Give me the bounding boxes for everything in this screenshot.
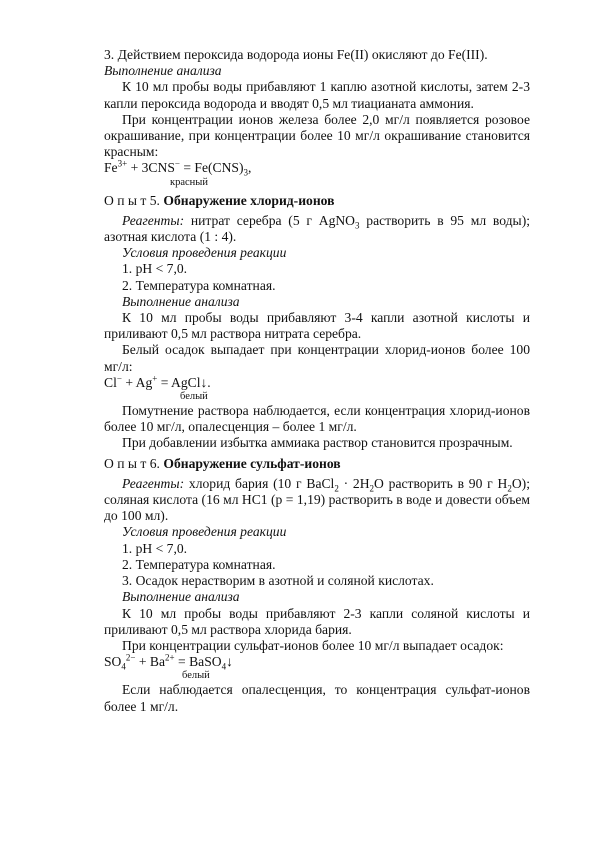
reagents-part: нитрат серебра (5 г AgNO <box>184 212 356 228</box>
heading-title: Обнаружение хлорид-ионов <box>163 192 335 208</box>
equation-caption: белый <box>182 670 210 682</box>
reagents-text <box>104 213 530 245</box>
eq-part: ↓ <box>226 654 233 670</box>
conditions-label: Условия проведения реакции <box>122 524 287 540</box>
condition-item: 2. Температура комнатная. <box>122 556 276 572</box>
analysis-text: К 10 мл пробы воды прибавляют 1 каплю азотной кислоты, затем 2-3 капли пероксида водорода и вводят 0,5 мл тиацианата аммония. <box>104 79 530 111</box>
eq-charge: − <box>116 373 122 384</box>
condition-item: 2. Температура комнатная. <box>122 277 276 293</box>
reagents-part: хлорид бария (10 г BaCl <box>184 475 335 491</box>
condition-item: 1. pH < 7,0. <box>122 261 188 277</box>
reagents-text <box>104 476 530 525</box>
note-text: Если наблюдается опалесценция, то концентрация сульфат-ионов более 1 мг/л. <box>104 682 530 714</box>
eq-charge: 2+ <box>165 652 175 663</box>
observation-text: Белый осадок выпадает при концентрации хлорид-ионов более 100 мг/л: <box>104 342 530 374</box>
eq-charge: 3+ <box>117 158 128 169</box>
reagents-subscript: 2 <box>507 483 512 494</box>
condition-item: 3. Действием пероксида водорода ионы Fe(II) окисляют до Fe(III). <box>104 47 488 62</box>
note-text: При добавлении избытка аммиака раствор становится прозрачным. <box>122 435 513 451</box>
heading-title: Обнаружение сульфат-ионов <box>163 455 341 471</box>
eq-charge: + <box>152 373 158 384</box>
observation-text: При концентрации ионов железа более 2,0 мг/л появляется розовое окрашивание, при концентрации более 10 мг/л окрашивание становится красным: <box>104 111 530 160</box>
section-heading <box>104 456 530 472</box>
eq-part: = Fe(CNS) <box>179 160 244 176</box>
observation-text: При концентрации сульфат-ионов более 10 мг/л выпадает осадок: <box>122 637 504 653</box>
eq-part: Fe <box>104 160 118 176</box>
eq-charge: 2− <box>125 652 136 663</box>
reagents-subscript: 2 <box>369 483 375 494</box>
reaction-equation <box>104 375 530 391</box>
eq-part: + Ba <box>135 654 166 670</box>
reagents-part: O растворить в 90 г H <box>374 475 508 491</box>
analysis-label: Выполнение анализа <box>122 293 240 309</box>
note-text: Помутнение раствора наблюдается, если концентрация хлорид-ионов более 10 мг/л, опалесценция – более 1 мг/л. <box>104 403 530 435</box>
reagents-part: растворить в 95 мл воды); азотная кислота (1 : 4). <box>104 212 530 245</box>
reagents-part: O); соляная кислота (16 мл НС1 (р = 1,19) растворить в воде и довести объем до 100 мл). <box>104 475 530 524</box>
reagents-subscript: 3 <box>355 220 360 231</box>
reagents-label: Реагенты: <box>122 475 185 491</box>
eq-part: , <box>248 160 252 176</box>
eq-part: SO <box>104 654 122 670</box>
eq-subscript: 3 <box>243 168 249 179</box>
reagents-subscript: 2 <box>334 483 339 494</box>
equation-caption: красный <box>170 176 208 188</box>
heading-prefix: О п ы т 6. <box>104 455 160 471</box>
reaction-equation <box>104 654 530 670</box>
reaction-equation <box>104 158 530 179</box>
reagents-part: · 2H <box>338 475 370 491</box>
analysis-label: Выполнение анализа <box>104 63 222 79</box>
analysis-text: К 10 мл пробы воды прибавляют 2-3 капли соляной кислоты и приливают 0,5 мл раствора хлорида бария. <box>104 605 530 637</box>
eq-subscript: 4 <box>121 661 126 672</box>
eq-part: + 3CNS <box>127 160 175 176</box>
heading-prefix: О п ы т 5. <box>104 192 160 208</box>
eq-part: Cl <box>104 374 117 390</box>
conditions-label: Условия проведения реакции <box>122 245 287 261</box>
section-heading <box>104 193 530 209</box>
analysis-label: Выполнение анализа <box>122 589 240 605</box>
eq-charge: − <box>174 158 180 169</box>
eq-part: = BaSO <box>174 654 222 670</box>
eq-part: = AgCl↓. <box>157 374 211 390</box>
page-content <box>104 47 530 715</box>
eq-subscript: 4 <box>221 661 227 672</box>
analysis-text: К 10 мл пробы воды прибавляют 3-4 капли азотной кислоты и приливают 0,5 мл раствора нитрата серебра. <box>104 310 530 342</box>
condition-item: 3. Осадок нерастворим в азотной и соляной кислотах. <box>122 573 434 589</box>
reagents-label: Реагенты: <box>122 212 185 228</box>
equation-caption: белый <box>180 391 208 403</box>
condition-item: 1. pH < 7,0. <box>122 540 188 556</box>
eq-part: + Ag <box>121 374 153 390</box>
